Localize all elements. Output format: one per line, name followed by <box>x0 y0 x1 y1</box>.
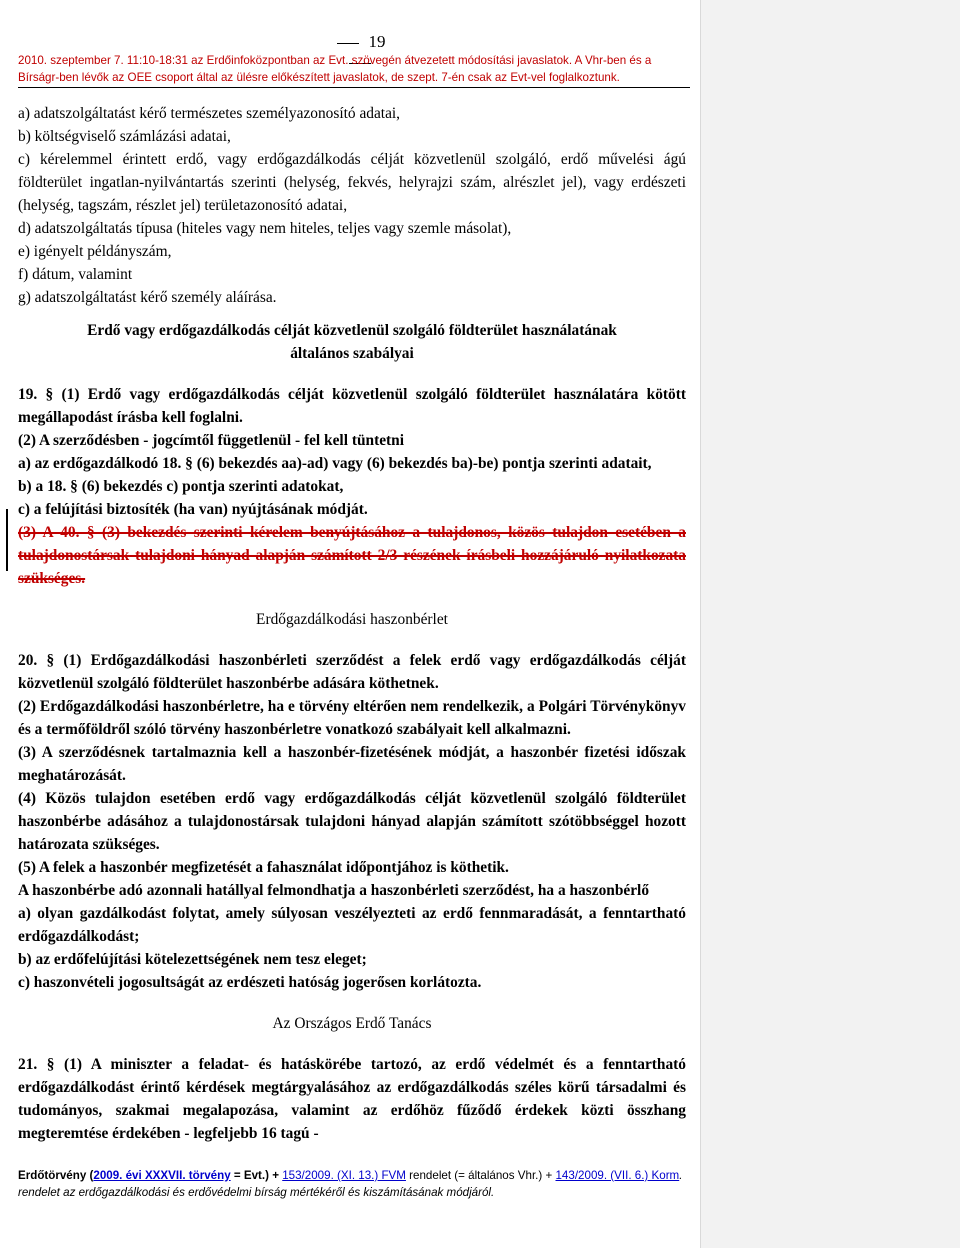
s20-paragraph-9: c) haszonvételi jogosultságát az erdészeti hatóság jogerősen korlátozta. <box>18 974 482 991</box>
section-title-land-use-line2: általános szabályai <box>290 345 414 362</box>
footer-link-evt[interactable]: 2009. évi XXXVII. törvény <box>93 1169 231 1182</box>
section-title-land-use: Erdő vagy erdőgazdálkodás célját közvetlenül szolgáló földterület használatának <box>87 322 617 339</box>
s19-paragraph-3: a) az erdőgazdálkodó 18. § (6) bekezdés aa)-ad) vagy (6) bekezdés ba)-be) pontja szerinti adatait, <box>18 455 652 472</box>
footer-tail: . rendelet az erdőgazdálkodási és erdővédelmi bírság mértékéről és kiszámításának módjáról. <box>18 1169 683 1199</box>
s19-paragraph-4: b) a 18. § (6) bekezdés c) pontja szerinti adatokat, <box>18 478 344 495</box>
s20-paragraph-6: A haszonbérbe adó azonnali hatállyal felmondhatja a haszonbérleti szerződést, ha a haszonbérlő <box>18 882 650 899</box>
section-title-council: Az Országos Erdő Tanács <box>272 1015 432 1032</box>
deletion-change-bar <box>6 509 8 571</box>
comment-margin-panel <box>700 0 960 1248</box>
footer-link-fvm[interactable]: 153/2009. (XI. 13.) FVM <box>282 1169 406 1182</box>
footer-mid-1: = Evt.) + <box>230 1169 283 1182</box>
s20-paragraph-1: 20. § (1) Erdőgazdálkodási haszonbérleti szerződést a felek erdő vagy erdőgazdálkodás célját közvetlenül szolgáló földterület haszonbérbe adására köthetnek. <box>18 652 686 692</box>
s20-paragraph-8: b) az erdőfelújítási kötelezettségének nem tesz eleget; <box>18 951 367 968</box>
list-item-b: b) költségviselő számlázási adatai, <box>18 128 231 145</box>
s20-paragraph-7: a) olyan gazdálkodást folytat, amely súlyosan veszélyezteti az erdő fennmaradását, a fenntartható erdőgazdálkodást; <box>18 905 686 945</box>
section-title-lease: Erdőgazdálkodási haszonbérlet <box>256 611 448 628</box>
list-item-d: d) adatszolgáltatás típusa (hiteles vagy nem hiteles, teljes vagy szemle másolat), <box>18 220 512 237</box>
header-note: 2010. szeptember 7. 11:10-18:31 az Erdőinfoközpontban az Evt. szövegén átvezetett módosítási javaslatok. A Vhr-ben és a Bírságr-ben lévők az OEE csoport által az ülésre előkészített javaslatok, de szept. 7-én csak az Evt-vel foglalkoztunk. <box>18 52 690 88</box>
document-body <box>18 102 686 1145</box>
s19-paragraph-5: c) a felújítási biztosíték (ha van) nyújtásának módját. <box>18 501 368 518</box>
s20-paragraph-2: (2) Erdőgazdálkodási haszonbérletre, ha e törvény eltérően nem rendelkezik, a Polgári Törvénykönyv és a termőföldről szóló törvény haszonbérletre vonatkozó szabályait kell alkalmazni. <box>18 698 686 738</box>
list-item-g: g) adatszolgáltatást kérő személy aláírása. <box>18 289 277 306</box>
s21-paragraph-1: 21. § (1) A miniszter a feladat- és hatáskörébe tartozó, az erdő védelmét és a fenntartható erdőgazdálkodást érintő kérdések megtárgyalásához az erdőgazdálkodás széles körű társadalmi és tudományos, szakmai megalapozása, valamint az erdőhöz fűződő érdekek közti összhang megteremtése érdekében - legfeljebb 16 tagú - <box>18 1056 686 1142</box>
s20-paragraph-3: (3) A szerződésnek tartalmaznia kell a haszonbér-fizetésének módját, a haszonbér fizetési időszak meghatározását. <box>18 744 686 784</box>
footer-link-korm[interactable]: 143/2009. (VII. 6.) Korm <box>555 1169 680 1182</box>
s19-paragraph-2: (2) A szerződésben - jogcímtől függetlenül - fel kell tüntetni <box>18 432 404 449</box>
page-number-rule <box>337 43 359 44</box>
footer <box>18 1167 690 1201</box>
s20-paragraph-5: (5) A felek a haszonbér megfizetését a fahasználat időpontjához is köthetik. <box>18 859 509 876</box>
list-item-a: a) adatszolgáltatást kérő természetes személyazonosító adatai, <box>18 105 401 122</box>
s19-deleted-paragraph: (3) A 40. § (3) bekezdés szerinti kérelem benyújtásához a tulajdonos, közös tulajdon esetében a tulajdonostársak tulajdoni hányad alapján számított 2/3 részének írásbeli hozzájáruló nyilatkozata szükséges. <box>18 524 686 587</box>
list-item-f: f) dátum, valamint <box>18 266 133 283</box>
footer-lead: Erdőtörvény ( <box>18 1169 94 1182</box>
list-item-c: c) kérelemmel érintett erdő, vagy erdőgazdálkodás célját közvetlenül szolgáló, erdő művelési ágú földterület ingatlan-nyilvántartás szerinti (helység, fekvés, helyrajzi szám, alrészlet jel), vagy erdészeti (helység, tagszám, részlet jel) területazonosító adatai, <box>18 151 686 214</box>
footer-mid-2: rendelet (= általános Vhr.) + <box>405 1169 556 1182</box>
s19-paragraph-1: 19. § (1) Erdő vagy erdőgazdálkodás célját közvetlenül szolgáló földterület használatára kötött megállapodást írásba kell foglalni. <box>18 386 686 426</box>
s20-paragraph-4: (4) Közös tulajdon esetében erdő vagy erdőgazdálkodás célját közvetlenül szolgáló földterület haszonbérbe adásához a tulajdonostársak tulajdoni hányad alapján számított szótöbbséggel hozott határozata szükséges. <box>18 790 686 853</box>
page-number-text: 19 <box>368 32 386 51</box>
list-item-e: e) igényelt példányszám, <box>18 243 172 260</box>
